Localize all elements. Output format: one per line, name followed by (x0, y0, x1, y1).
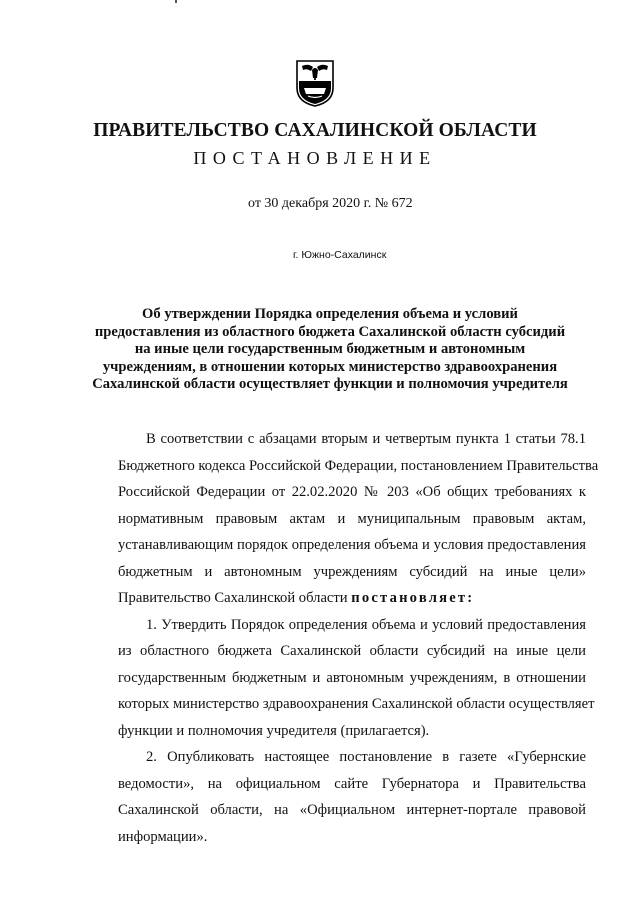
preamble-line: нормативным правовым актам и муниципальным правовым актам, (118, 510, 586, 527)
item-1-paragraph (118, 612, 595, 745)
document-city: г. Южно-Сахалинск (293, 249, 387, 261)
preamble-line: Российской Федерации от 22.02.2020 № 203 «Об общих требованиях к (118, 484, 586, 500)
item-2-line: Сахалинской области, на «Официальном интернет-портале правовой (118, 802, 586, 818)
item-1-line: из областного бюджета Сахалинской области субсидий на иные цели (118, 643, 586, 659)
scan-mark (175, 0, 177, 3)
item-2-line: ведомости», на официальном сайте Губернатора и Правительства (118, 775, 586, 792)
document-body (118, 426, 599, 850)
item-2-line: 2. Опубликовать настоящее постановление в газете «Губернские (146, 749, 586, 765)
preamble-line: устанавливающим порядок определения объема и условия предоставления (118, 537, 586, 553)
item-1-line: которых министерство здравоохранения Сахалинской области осуществляет (118, 696, 595, 712)
heading-line: учреждениям, в отношении которых министерство здравоохранения (102, 358, 558, 375)
item-2-paragraph (118, 744, 586, 850)
item-1-line: государственным бюджетным и автономным учреждениям, в отношении (118, 669, 586, 686)
item-2-line: информации». (118, 828, 208, 845)
document-heading (70, 306, 590, 394)
preamble-last-line (118, 585, 586, 612)
preamble-line: Правительство Сахалинской области (118, 590, 348, 606)
preamble-line: бюджетным и автономным учреждениям субсидий на иные цели» (118, 563, 586, 580)
preamble-line: В соответствии с абзацами вторым и четвертым пункта 1 статьи 78.1 (146, 431, 586, 447)
heading-line: Об утверждении Порядка определения объема и условий (142, 306, 518, 322)
item-1-line: функции и полномочия учредителя (прилагается). (118, 722, 430, 739)
sakhalin-coat-of-arms-icon (294, 58, 336, 108)
preamble-paragraph (118, 426, 599, 612)
item-1-line: 1. Утвердить Порядок определения объема и условий предоставления (146, 616, 586, 633)
preamble-line: Бюджетного кодекса Российской Федерации, постановлением Правительства (118, 457, 599, 474)
document-type: ПОСТАНОВЛЕНИЕ (193, 148, 437, 168)
document-date-number: от 30 декабря 2020 г. № 672 (248, 196, 413, 211)
government-title: ПРАВИТЕЛЬСТВО САХАЛИНСКОЙ ОБЛАСТИ (93, 120, 537, 141)
heading-line: на иные цели государственным бюджетным и автономным (134, 341, 526, 358)
heading-line: Сахалинской области осуществляет функции и полномочия учредителя (92, 376, 568, 393)
resolves-word: постановляет: (351, 590, 475, 606)
heading-line: предоставления из областного бюджета Сахалинской областн субсидий (94, 323, 566, 340)
